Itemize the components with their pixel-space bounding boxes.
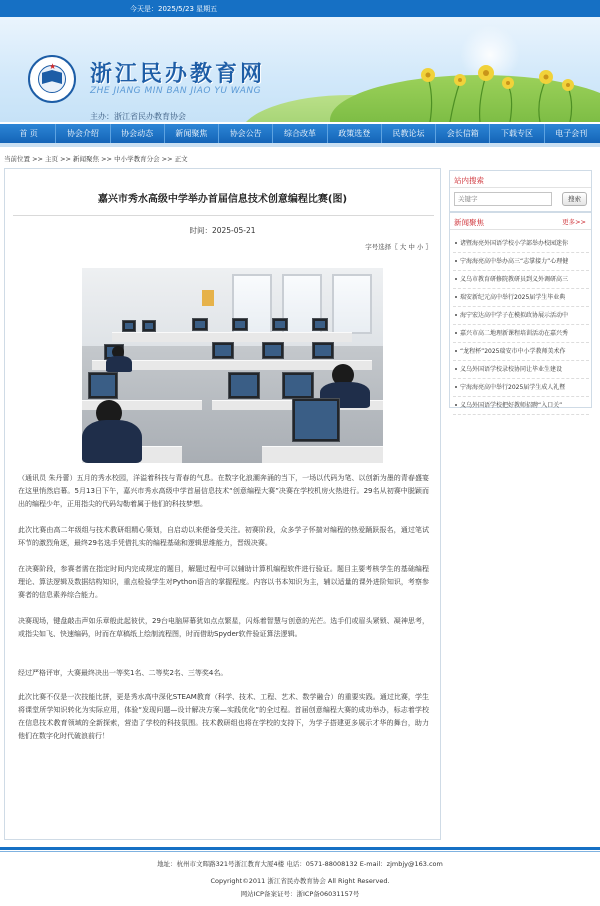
current-date: 今天是：2025/5/23 星期五: [130, 5, 218, 13]
news-list-item[interactable]: [453, 271, 589, 289]
news-focus-panel: [449, 212, 592, 408]
association-logo[interactable]: [28, 55, 76, 103]
photo-student: [106, 356, 132, 372]
site-host: 主办：浙江省民办教育协会: [90, 112, 186, 121]
news-link[interactable]: “龙程杯”2025瑞安市中小学教师美术作: [460, 348, 566, 355]
photo-poster: [202, 290, 214, 306]
photo-desk: [182, 332, 352, 342]
article-paragraph: 经过严格评审，大赛最终决出一等奖1名、二等奖2名、三等奖4名。: [18, 669, 228, 677]
font-size-selector[interactable]: 字号选择〖 大 中 小 〗: [365, 243, 432, 251]
news-link[interactable]: 诸暨海亮外国语学校小学部举办校园迷你: [460, 240, 569, 247]
news-focus-heading: 新闻聚焦: [454, 218, 484, 227]
news-list-item[interactable]: [453, 307, 589, 325]
search-input[interactable]: [454, 192, 552, 206]
photo-window: [332, 274, 372, 334]
bullet-icon: [455, 386, 457, 388]
site-header: [0, 17, 600, 122]
star-icon: ★: [49, 62, 57, 71]
divider: [450, 229, 591, 230]
photo-monitor: [292, 398, 340, 442]
article-title: 嘉兴市秀水高级中学举办首届信息技术创意编程比赛(图): [97, 194, 348, 205]
news-list-item[interactable]: [453, 361, 589, 379]
news-link[interactable]: 瑞安新纪元高中举行2025届学生毕业典: [460, 294, 566, 301]
breadcrumb[interactable]: 当前位置 >> 主页 >> 新闻聚焦 >> 中小学教育分会 >> 正文: [4, 155, 188, 163]
site-title: 浙江民办教育网: [90, 62, 266, 87]
news-list-item[interactable]: [453, 397, 589, 415]
news-link[interactable]: 义乌市教育研修院教研员到义外调研高三: [460, 276, 569, 283]
photo-monitor: [272, 318, 288, 331]
divider: [450, 187, 591, 188]
photo-monitor: [312, 318, 328, 331]
bullet-icon: [455, 260, 457, 262]
photo-monitor: [232, 318, 248, 331]
more-news-link[interactable]: 更多>>: [562, 218, 586, 226]
nav-e-journal[interactable]: 电子会刊: [555, 129, 588, 138]
nav-reform[interactable]: 综合改革: [273, 124, 327, 143]
search-heading: 站内搜索: [454, 176, 484, 185]
news-link[interactable]: 海宁宏达高中学子在模拟政协展示活动中: [460, 312, 569, 319]
nav-policies[interactable]: 政策选登: [328, 124, 382, 143]
nav-forum[interactable]: 民教论坛: [382, 124, 436, 143]
news-link[interactable]: 义乌外国语学校录校协同让毕业生建设: [460, 366, 563, 373]
article-paragraph: 在决赛阶段，参赛者需在指定时间内完成规定的题目，解题过程中可以辅助计算机编程软件进行验证。题目主要考核学生的基础编程理论、算法逻辑及数据结构知识，重点检验学生对Python语言的掌握程度。内容以书本知识为主，辅以适量的课外进阶知识，考察参赛者的信息素养综合能力。: [18, 565, 429, 599]
footer-copyright: Copyright©2011 浙江省民办教育协会 All Right Reserved.: [210, 877, 390, 885]
photo-monitor: [212, 342, 234, 359]
bullet-icon: [455, 368, 457, 370]
photo-monitor: [122, 320, 136, 332]
bullet-icon: [455, 242, 457, 244]
photo-monitor: [282, 372, 314, 399]
footer-icp[interactable]: 网站ICP备案证号：浙ICP备06031157号: [240, 890, 360, 898]
news-link[interactable]: 宁海海亮高中举办高三“志掌接力”心理健: [460, 258, 569, 265]
footer-address: 地址：杭州市文晖路321号浙江教育大厦4楼 电话：0571-88008132 E-mail：zjmbjy@163.com: [157, 860, 443, 868]
photo-monitor: [192, 318, 208, 331]
article-paragraph: 此次比赛不仅是一次技能比拼，更是秀水高中深化STEAM教育（科学、技术、工程、艺术、数学融合）的重要实践。通过比赛，学生将课堂所学知识转化为实际应用，体验“发现问题—设计解决方案—实践优化”的全过程。首届创意编程大赛的成功举办，标志着学校在信息技术教育领域的全新探索，营造了学校的科技氛围。技术教研组也将在学校的支持下，为学子搭建更多展示才华的舞台，助力他们在数字化时代破浪前行！: [18, 693, 429, 740]
banner-flowers-decoration: [410, 57, 600, 122]
news-list-item[interactable]: [453, 325, 589, 343]
bullet-icon: [455, 296, 457, 298]
photo-desk: [262, 446, 383, 463]
site-title-pinyin: ZHE JIANG MIN BAN JIAO YU WANG: [90, 86, 262, 96]
article-paragraph: 此次比赛由高二年级组与技术教研组精心策划，自启动以来便备受关注。初赛阶段，众多学子怀揣对编程的热爱踊跃报名，通过笔试环节的激烈角逐，最终29名选手凭借扎实的编程基础和逻辑思维能力，晋级决赛。: [18, 526, 429, 547]
bullet-icon: [455, 314, 457, 316]
news-list-item[interactable]: [453, 379, 589, 397]
article-paragraph: （通讯员 朱丹蕾）五月的秀水校园，洋溢着科技与青春的气息。在数字化浪潮奔涌的当下，一场以代码为笔、以创新为墨的青春盛宴在这里悄然启幕。5月13日下午，嘉兴市秀水高级中学首届信息技术“创意编程大赛”决赛在学校机房火热进行。29名从初赛中脱颖而出的编程少年，正用指尖的代码勾勒着属于他们的科技梦想。: [18, 474, 429, 508]
main-nav: [0, 124, 600, 143]
divider: [13, 215, 434, 216]
news-list-item[interactable]: [453, 343, 589, 361]
nav-about[interactable]: 协会介绍: [56, 124, 110, 143]
article-time: 时间：2025-05-21: [189, 226, 256, 235]
article-paragraph: 决赛现场，键盘敲击声如乐章般此起彼伏，29台电脑屏幕犹如点点繁星，闪烁着智慧与创意的光芒。选手们或眉头紧锁、凝神思考，或指尖如飞、快速编码，时而在草稿纸上绘制流程图，时而借助Spyder软件验证算法逻辑。: [18, 617, 429, 638]
news-link[interactable]: 宁海海亮高中举行2025届学生成人礼暨: [460, 384, 566, 391]
nav-home[interactable]: 首 页: [2, 124, 56, 143]
article-panel: [4, 168, 441, 840]
nav-news-focus[interactable]: 新闻聚焦: [165, 124, 219, 143]
photo-monitor: [88, 372, 118, 399]
bullet-icon: [455, 350, 457, 352]
news-list-item[interactable]: [453, 235, 589, 253]
photo-monitor: [228, 372, 260, 399]
bullet-icon: [455, 278, 457, 280]
footer-rule: [0, 851, 600, 852]
photo-student: [82, 420, 142, 463]
article-photo: [82, 268, 383, 463]
nav-downloads[interactable]: 下载专区: [490, 124, 544, 143]
photo-monitor: [312, 342, 334, 359]
bullet-icon: [455, 332, 457, 334]
site-search-panel: [449, 170, 592, 212]
photo-monitor: [142, 320, 156, 332]
news-list-item[interactable]: [453, 253, 589, 271]
search-button[interactable]: 搜索: [562, 192, 587, 206]
news-list: [453, 235, 589, 415]
footer-rule: [0, 847, 600, 850]
top-bar: [0, 0, 600, 17]
nav-underline: [0, 143, 600, 147]
nav-announcements[interactable]: 协会公告: [219, 124, 273, 143]
news-link[interactable]: 义乌外国语学校把好教师招聘“入口关”: [460, 402, 563, 409]
bullet-icon: [455, 404, 457, 406]
nav-president-mailbox[interactable]: 会长信箱: [436, 124, 490, 143]
news-link[interactable]: 嘉兴市高二地理新课程培训活动在嘉兴秀: [460, 330, 569, 337]
photo-monitor: [262, 342, 284, 359]
nav-association-news[interactable]: 协会动态: [111, 124, 165, 143]
news-list-item[interactable]: [453, 289, 589, 307]
